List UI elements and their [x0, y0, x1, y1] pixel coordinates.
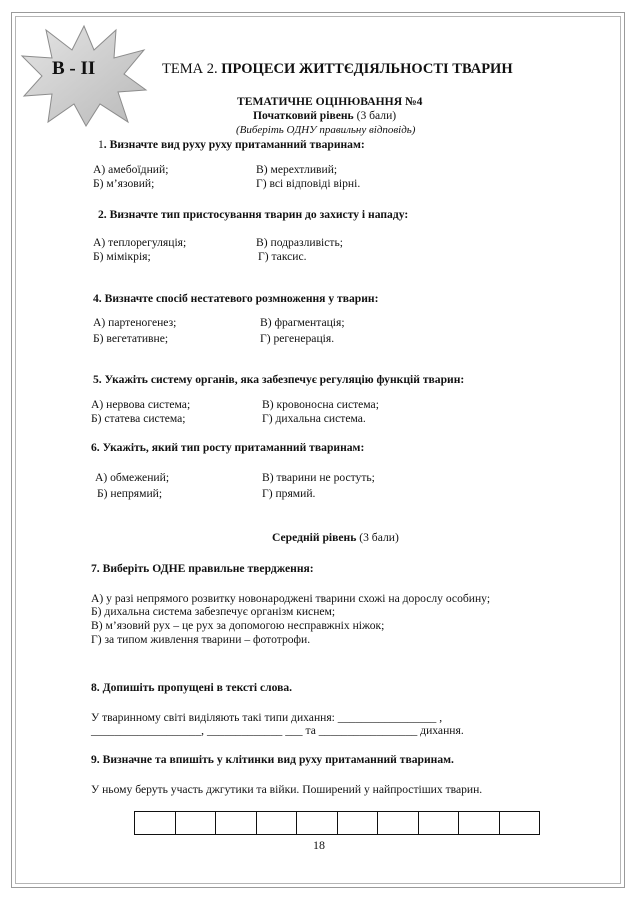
q4-option-c: В) фрагментація;: [260, 316, 345, 329]
q6-option-c: В) тварини не ростуть;: [262, 471, 375, 484]
q4-option-b: Б) вегетативне;: [93, 332, 169, 345]
answer-cell[interactable]: [418, 811, 460, 835]
section-badge: [20, 22, 148, 128]
assessment-heading: ТЕМАТИЧНЕ ОЦІНЮВАННЯ №4: [237, 95, 423, 108]
badge-label: B - II: [52, 58, 96, 79]
answer-cell[interactable]: [256, 811, 298, 835]
question-1: 1. Визначте вид руху руху притаманний тваринам:: [98, 138, 365, 151]
q6-option-d: Г) прямий.: [262, 487, 316, 500]
q9-text: У ньому беруть участь джгутики та війки. Поширений у найпростіших тварин.: [91, 783, 483, 796]
q2-option-c: В) подразливість;: [256, 236, 343, 249]
page-number: 18: [313, 838, 325, 852]
topic-name: ПРОЦЕСИ ЖИТТЄДІЯЛЬНОСТІ ТВАРИН: [221, 61, 513, 77]
question-8: 8. Допишіть пропущені в тексті слова.: [91, 681, 293, 694]
q5-option-d: Г) дихальна система.: [262, 412, 366, 425]
q2-option-d: Г) таксис.: [258, 250, 307, 263]
q1-option-a: А) амебоїдний;: [93, 163, 169, 176]
q7-option-c: В) м’язовий рух – це рух за допомогою несправжніх ніжок;: [91, 619, 385, 632]
q6-option-b: Б) непрямий;: [97, 487, 163, 500]
question-9: 9. Визначне та впишіть у клітинки вид руху притаманний тваринам.: [91, 753, 454, 766]
topic-prefix: ТЕМА 2.: [162, 61, 218, 77]
question-4: 4. Визначте спосіб нестатевого розмноження у тварин:: [93, 292, 379, 305]
q4-option-a: А) партеногенез;: [93, 316, 177, 329]
answer-cell[interactable]: [337, 811, 379, 835]
answer-cell[interactable]: [458, 811, 500, 835]
answer-cells: [135, 811, 540, 835]
q1-option-b: Б) м’язовий;: [93, 177, 155, 190]
level1-heading: Початковий рівень (3 бали): [253, 109, 397, 122]
q4-option-d: Г) регенерація.: [260, 332, 335, 345]
answer-cell[interactable]: [377, 811, 419, 835]
question-6: 6. Укажіть, який тип росту притаманний тваринам:: [91, 441, 365, 454]
q8-line-1: У тваринному світі виділяють такі типи дихання: _________________ ,: [91, 711, 443, 724]
question-5: 5. Укажіть систему органів, яка забезпечує регуляцію функцій тварин:: [93, 373, 465, 386]
q2-option-a: А) теплорегуляція;: [93, 236, 187, 249]
question-7: 7. Виберіть ОДНЕ правильне твердження:: [91, 562, 314, 575]
answer-cell[interactable]: [296, 811, 338, 835]
level2-heading: Середній рівень (3 бали): [272, 531, 399, 544]
answer-cell[interactable]: [175, 811, 217, 835]
q5-option-b: Б) статева система;: [91, 412, 186, 425]
answer-cell[interactable]: [215, 811, 257, 835]
q1-option-c: В) мерехтливий;: [256, 163, 338, 176]
q7-option-a: А) у разі непрямого розвитку новонароджені тварини схожі на дорослу особину;: [91, 592, 491, 605]
level1-instruction: (Виберіть ОДНУ правильну відповідь): [236, 124, 416, 136]
q1-option-d: Г) всі відповіді вірні.: [256, 177, 361, 190]
answer-cell[interactable]: [134, 811, 176, 835]
answer-cell[interactable]: [499, 811, 541, 835]
q7-option-d: Г) за типом живлення тварини – фототрофи.: [91, 633, 311, 646]
q5-option-a: А) нервова система;: [91, 398, 191, 411]
q7-option-b: Б) дихальна система забезпечує організм киснем;: [91, 605, 336, 618]
q5-option-c: В) кровоносна система;: [262, 398, 379, 411]
q2-option-b: Б) мімікрія;: [93, 250, 151, 263]
q6-option-a: А) обмежений;: [95, 471, 170, 484]
q8-line-2: ___________________, _____________ ___ та _________________ дихання.: [91, 724, 464, 737]
question-2: 2. Визначте тип пристосування тварин до захисту і нападу:: [98, 208, 409, 221]
topic-title: [162, 61, 513, 78]
